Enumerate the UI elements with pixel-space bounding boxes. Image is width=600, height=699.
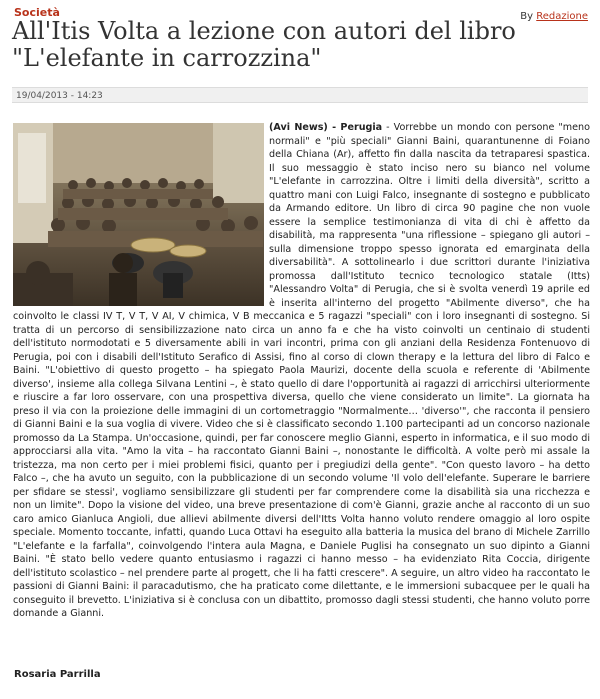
article-text: - Vorrebbe un mondo con persone "meno normali" e "più speciali" Gianni Baini, quarantunenne di Foiano della Chiana (Ar), affetto fin dalla nascita da tetraparesi spastica. Il suo messaggio è stato inciso nero su bianco nel volume "L'elefante in carrozzina. Oltre i limiti della diversità", scritto a quattro mani con Luigi Falco, insegnante di sostegno e pubblicato da Armando editore. Un libro di circa 90 pagine che non vuole essere la semplice testimonianza di vita di chi è affetto da disabilità, ma rappresenta "una riflessione – spiegano gli autori – sulla dimensione troppo spesso ignorata ed emarginata della diversabilità". A sottolinearlo i due scrittori durante l'iniziativa promossa dall'Istituto tecnico tecnologico statale (Itts) "Alessandro Volta" di Perugia, che si è svolta venerdì 19 aprile ed è inserita all'interno del progetto "Abilmente diverso", che ha coinvolto le classi IV T, V T, V AI, V chimica, V B meccanica e 5 ragazzi "speciali" con i loro insegnanti di sostegno. Si tratta di un percorso di sensibilizzazione nato circa un anno fa e che ha visto coinvolti un centinaio di studenti dell'istituto normodotati e 5 diversamente abili in vari incontri, prima con gli anziani della Residenza Fontenuovo di Perugia, poi con i disabili dell'Istituto Serafico di Assisi, fino al corso di clown therapy e la lettura del libro di Falco e Baini. "L'obiettivo di questo progetto – ha spiegato Paola Maurizi, docente della scuola e referente di 'Abilmente diverso', insieme alla collega Silvana Lentini –, è stato quello di dare l'opportunità ai ragazzi di arricchirsi ulteriormente e riuscire a far loro osservare, con una prospettiva diversa, quello che viene considerato un limite". La giornata ha preso il via con la proiezione delle immagini di un cortometraggio "Normalmente… 'diverso'", che racconta il pensiero di Gianni Baini e la sua voglia di vivere. Video che si è classificato secondo 1.100 partecipanti ad un concorso nazionale promosso da La Stampa. Un'occasione, quindi, per far conoscere meglio Gianni, esperto in informatica, e il suo modo di approcciarsi alla vita. "Amo la vita – ha raccontato Gianni Baini –, nonostante le difficoltà. A volte però mi assale la tristezza, ma non certo per i miei problemi fisici, quanto per i pregiudizi della gente". "Con questo lavoro – ha detto Falco –, che ha avuto un seguito, con la pubblicazione di un secondo volume 'Il volo dell'elefante. Superare le barriere per sfidare se stessi', vogliamo sensibilizzare gli studenti per far comprendere come la disabilità sia una ricchezza e non un limite". Dopo la visione del video, una breve presentazione di com'è Gianni, grazie anche al racconto di un suo caro amico Gianluca Angioli, due allievi abilmente diversi dell'Itts Volta hanno voluto rendere omaggio al loro ospite speciale. Momento toccante, infatti, quando Luca Ottavi ha eseguito alla batteria la musica del brano di Michele Zarrillo "L'elefante e la farfalla", coinvolgendo l'intera aula Magna, e Daniele Puglisi ha consegnato un suo dipinto a Gianni Baini. "È stato bello vedere quanto entusiasmo i ragazzi ci hanno messo – ha evidenziato Rita Coccia, dirigente dell'istituto scolastico – nel prendere parte al progett, che li ha fatti crescere". A seguire, un altro video ha raccontato le passioni di Gianni Baini: il paracadutismo, che ha praticato come dilettante, e le immersioni subacquee per le quali ha conseguito il brevetto. L'iniziativa si è conclusa con un dibattito, promosso dagli stessi studenti, che hanno voluto porre domande a Gianni. (13, 122, 590, 619)
article-headline: All'Itis Volta a lezione con autori del libro "L'elefante in carrozzina" (12, 17, 516, 72)
date-bar (12, 87, 588, 103)
photo-spacer (13, 121, 269, 309)
article-body (13, 121, 590, 621)
article-signature: Rosaria Parrilla (14, 669, 101, 680)
article-lead: (Avi News) - Perugia (269, 122, 383, 133)
author-link[interactable]: Redazione (536, 11, 588, 22)
section-category: Società (14, 6, 60, 19)
byline-prefix: By (520, 11, 534, 22)
publish-date: 19/04/2013 - 14:23 (16, 91, 103, 101)
